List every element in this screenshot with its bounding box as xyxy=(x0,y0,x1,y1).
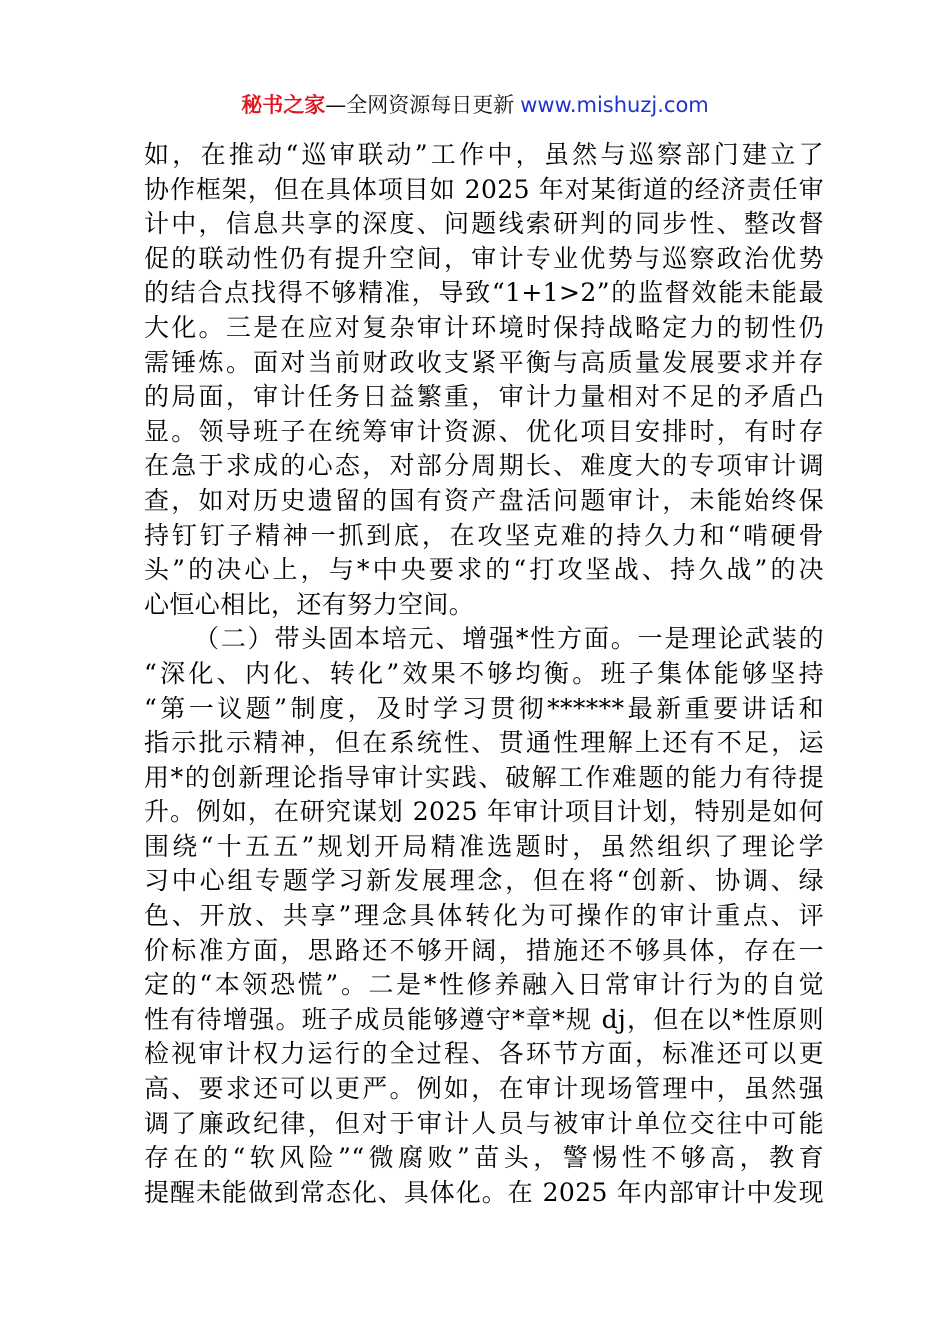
text-line: 需锤炼。面对当前财政收支紧平衡与高质量发展要求并存 xyxy=(144,347,824,377)
text-line: 查，如对历史遗留的国有资产盘活问题审计，未能始终保 xyxy=(144,485,824,515)
text-line: “第一议题”制度，及时学习贯彻******最新重要讲话和 xyxy=(144,693,824,723)
text-line: 存在的“软风险”“微腐败”苗头，警惕性不够高，教育 xyxy=(144,1143,824,1173)
header-tagline: —全网资源每日更新 xyxy=(325,93,515,117)
text-line: 升。例如，在研究谋划 2025 年审计项目计划，特别是如何 xyxy=(144,797,824,827)
text-line: 性有待增强。班子成员能够遵守*章*规 dj，但在以*性原则 xyxy=(144,1004,824,1034)
document-body xyxy=(144,138,824,1210)
text-line: 如，在推动“巡审联动”工作中，虽然与巡察部门建立了 xyxy=(144,140,824,169)
text-line: 在急于求成的心态，对部分周期长、难度大的专项审计调 xyxy=(144,451,824,481)
text-line: 色、开放、共享”理念具体转化为可操作的审计重点、评 xyxy=(144,901,824,931)
text-line: 的局面，审计任务日益繁重，审计力量相对不足的矛盾凸 xyxy=(144,382,824,412)
site-url-link[interactable]: www.mishuzj.com xyxy=(520,93,709,117)
text-line: 检视审计权力运行的全过程、各环节方面，标准还可以更 xyxy=(144,1039,824,1069)
text-line: 持钉钉子精神一抓到底，在攻坚克难的持久力和“啃硬骨 xyxy=(144,520,824,550)
text-line: 高、要求还可以更严。例如，在审计现场管理中，虽然强 xyxy=(144,1074,824,1104)
text-line: 调了廉政纪律，但对于审计人员与被审计单位交往中可能 xyxy=(144,1108,824,1138)
text-line: 定的“本领恐慌”。二是*性修养融入日常审计行为的自觉 xyxy=(144,970,824,1000)
text-line: 协作框架，但在具体项目如 2025 年对某街道的经济责任审 xyxy=(144,174,824,204)
text-line: 计中，信息共享的深度、问题线索研判的同步性、整改督 xyxy=(144,209,824,239)
text-line: 指示批示精神，但在系统性、贯通性理解上还有不足，运 xyxy=(144,728,824,758)
brand-name: 秘书之家 xyxy=(241,93,326,117)
text-line: 习中心组专题学习新发展理念，但在将“创新、协调、绿 xyxy=(144,866,824,896)
text-line: “深化、内化、转化”效果不够均衡。班子集体能够坚持 xyxy=(144,658,824,688)
text-line: 头”的决心上，与*中央要求的“打攻坚战、持久战”的决 xyxy=(144,555,824,585)
text-line: 的结合点找得不够精准，导致“1+1>2”的监督效能未能最 xyxy=(144,278,824,308)
text-line: 显。领导班子在统筹审计资源、优化项目安排时，有时存 xyxy=(144,416,824,446)
text-line: 促的联动性仍有提升空间，审计专业优势与巡察政治优势 xyxy=(144,243,824,273)
text-line: 提醒未能做到常态化、具体化。在 2025 年内部审计中发现 xyxy=(144,1177,824,1207)
paragraph-end-line: 心恒心相比，还有努力空间。 xyxy=(144,589,475,619)
section-heading-line: （二）带头固本培元、增强*性方面。一是理论武装的 xyxy=(194,624,824,654)
text-line: 大化。三是在应对复杂审计环境时保持战略定力的韧性仍 xyxy=(144,312,824,342)
text-line: 价标准方面，思路还不够开阔，措施还不够具体，存在一 xyxy=(144,935,824,965)
text-line: 用*的创新理论指导审计实践、破解工作难题的能力有待提 xyxy=(144,762,824,792)
header-banner xyxy=(0,90,950,120)
text-line: 围绕“十五五”规划开局精准选题时，虽然组织了理论学 xyxy=(144,831,824,861)
